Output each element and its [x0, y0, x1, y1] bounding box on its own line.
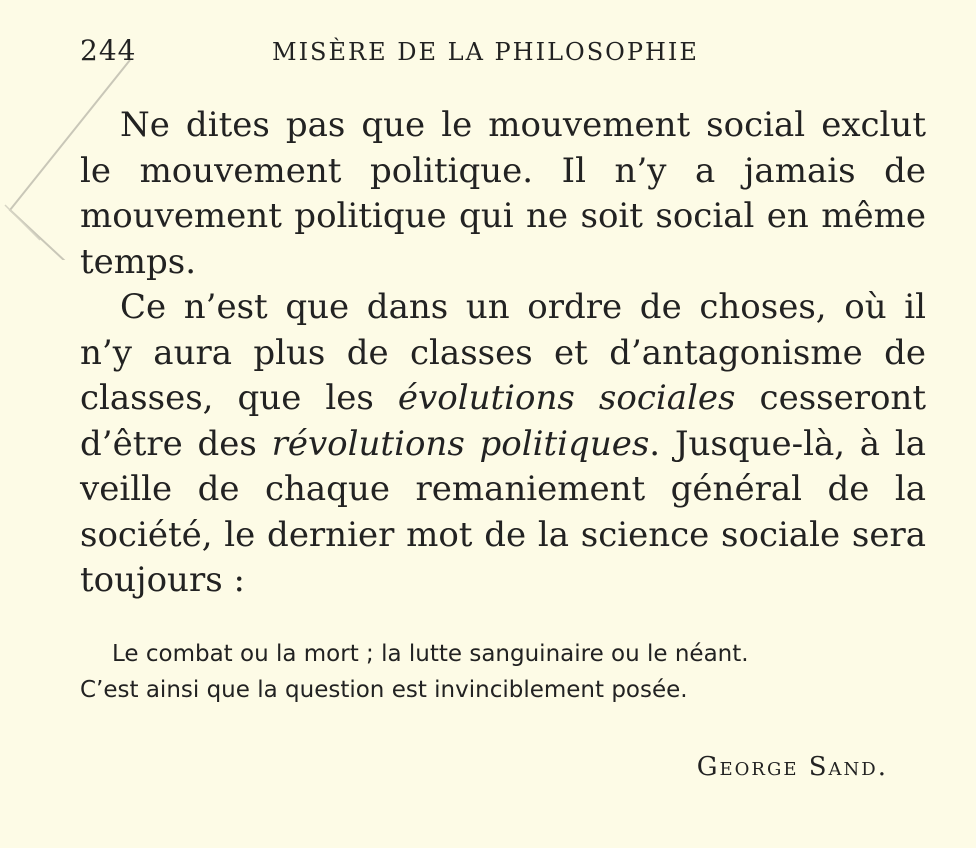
italic-evolutions-sociales: évolutions sociales: [397, 378, 736, 418]
body-text: [80, 103, 926, 604]
paragraph-2-text-a: Ce n’est que dans un ordre de choses, où il n’y aura plus de classes et d’antagonisme de classes, que les: [80, 287, 926, 418]
paragraph-1: Ne dites pas que le mouvement social exclut le mouvement politique. Il n’y a jamais de mouvement politique qui ne soit social en même temps.: [80, 105, 926, 282]
quote-line-1: Le combat ou la mort ; la lutte sanguinaire ou le néant.: [112, 641, 749, 667]
running-title: MISÈRE DE LA PHILOSOPHIE: [272, 38, 699, 66]
italic-revolutions-politiques: révolutions politiques: [271, 423, 650, 464]
page-number: 244: [80, 34, 137, 67]
paragraph-2-text-b: cesseront d’être des: [80, 378, 926, 464]
paragraph-2-text-c: . Jusque-là, à la veille de chaque remaniement général de la société, le dernier mot de la science sociale sera toujours :: [80, 423, 926, 600]
paragraph-2: [80, 285, 926, 604]
quote-line-2: C’est ainsi que la question est invinciblement posée.: [80, 677, 688, 703]
quote-attribution: George Sand.: [696, 752, 888, 782]
block-quote: [80, 636, 940, 708]
